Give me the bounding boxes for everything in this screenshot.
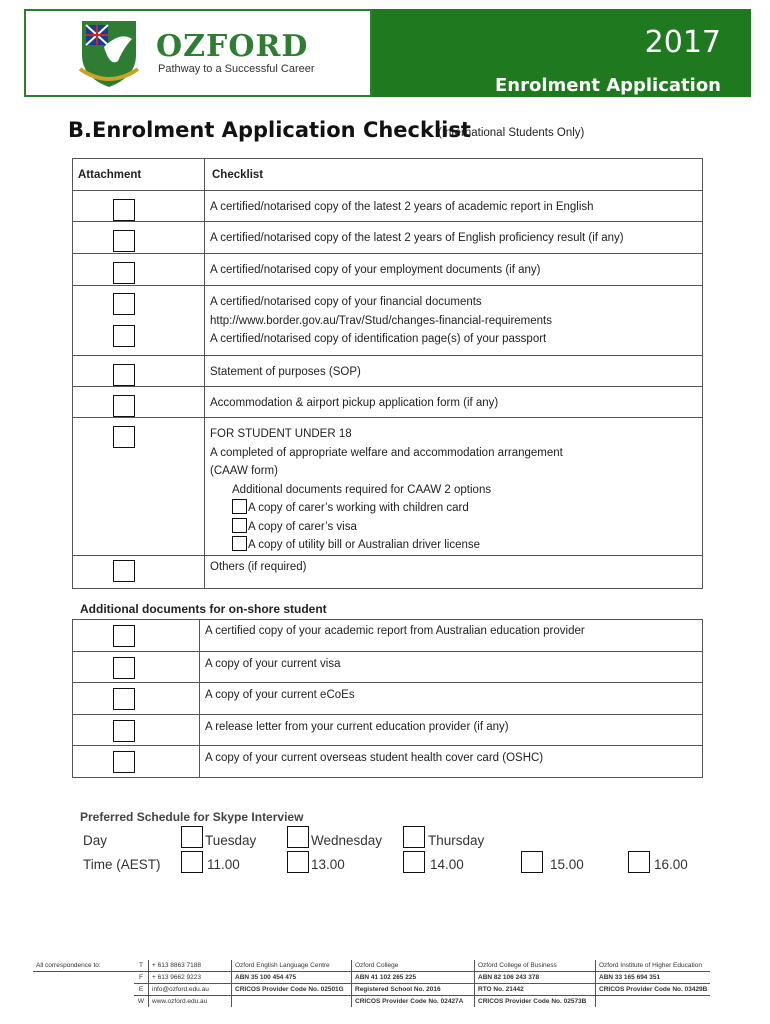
list-item: A certified/notarised copy of the latest 2 years of academic report in English: [205, 191, 703, 222]
footer-cricos: CRICOS Provider Code No. 02501G: [232, 984, 352, 996]
day-option-thursday: Thursday: [428, 833, 485, 848]
checkbox-sop[interactable]: [113, 364, 135, 386]
correspondence-label: All correspondence to:: [33, 960, 134, 972]
form-title: Enrolment Application: [495, 75, 721, 96]
day-option-wednesday: Wednesday: [311, 833, 383, 848]
checkbox-others[interactable]: [113, 560, 135, 582]
checkbox-passport[interactable]: [113, 325, 135, 347]
checkbox-under-18[interactable]: [113, 426, 135, 448]
phone-key: T: [134, 960, 149, 972]
table-row: [73, 286, 703, 356]
table-row: [73, 715, 703, 746]
web-key: W: [134, 996, 149, 1008]
list-item: A copy of your current eCoEs: [200, 683, 703, 715]
footer-cricos: CRICOS Provider Code No. 02573B: [475, 996, 596, 1008]
footer-entity-name: Ozford English Language Centre: [232, 960, 352, 972]
table-row: [73, 620, 703, 652]
table-row: [73, 356, 703, 387]
footer-contacts: [33, 960, 710, 1007]
table-row: [73, 683, 703, 715]
list-item: A copy of utility bill or Australian driver license: [248, 539, 481, 551]
footer-abn: ABN 33 165 694 351: [596, 972, 711, 984]
table-row: [73, 555, 703, 588]
brand-tagline: Pathway to a Successful Career: [158, 63, 315, 75]
checkbox-thursday[interactable]: [403, 826, 425, 848]
checkbox-tuesday[interactable]: [181, 826, 203, 848]
checkbox-carer-wwcc[interactable]: [232, 499, 247, 514]
checkbox-au-academic-report[interactable]: [113, 625, 135, 647]
checkbox-time-1600[interactable]: [628, 851, 650, 873]
list-item: A copy of carer’s visa: [248, 520, 357, 533]
table-row: [73, 191, 703, 222]
checkbox-accommodation[interactable]: [113, 395, 135, 417]
list-item: A certified/notarised copy of your employment documents (if any): [205, 254, 703, 286]
footer-abn: ABN 35 100 454 475: [232, 972, 352, 984]
day-option-tuesday: Tuesday: [205, 833, 257, 848]
attachment-column-header: Attachment: [73, 159, 205, 191]
checkbox-academic-report[interactable]: [113, 199, 135, 221]
form-year: 2017: [644, 25, 721, 60]
email-link[interactable]: info@ozford.edu.au: [149, 984, 232, 996]
time-option-1300: 13.00: [311, 857, 345, 872]
onshore-table: [72, 619, 703, 778]
header-banner: [372, 9, 751, 97]
list-item: A copy of your current visa: [200, 652, 703, 683]
table-row: [73, 254, 703, 286]
checklist-column-header: Checklist: [212, 169, 264, 181]
schedule-heading: Preferred Schedule for Skype Interview: [80, 810, 304, 824]
time-option-1100: 11.00: [207, 857, 240, 872]
brand-name: OZFORD: [156, 29, 309, 64]
onshore-heading: Additional documents for on-shore student: [80, 602, 327, 616]
checkbox-ecoes[interactable]: [113, 688, 135, 710]
section-subtitle: (International Students Only): [438, 127, 585, 139]
checklist-table: [72, 158, 703, 589]
logo-panel: [24, 9, 372, 97]
list-item: A certified/notarised copy of the latest 2 years of English proficiency result (if any): [205, 222, 703, 254]
table-row: [73, 418, 703, 556]
checkbox-time-1100[interactable]: [181, 851, 203, 873]
table-row: [73, 746, 703, 778]
checkbox-oshc[interactable]: [113, 751, 135, 773]
list-item: FOR STUDENT UNDER 18: [210, 428, 352, 440]
footer-abn: ABN 41 102 265 225: [352, 972, 475, 984]
time-label: Time (AEST): [83, 857, 161, 872]
footer-entity-name: Ozford Institute of Higher Education: [596, 960, 711, 972]
time-option-1500: 15.00: [550, 857, 584, 872]
ozford-crest-icon: [74, 17, 144, 89]
section-title: B.Enrolment Application Checklist: [68, 118, 471, 142]
list-item: A copy of carer’s working with children card: [248, 502, 469, 514]
list-item: Accommodation & airport pickup application form (if any): [205, 387, 703, 418]
time-option-1400: 14.00: [430, 857, 464, 872]
fax-number: + 613 9662 9223: [149, 972, 232, 984]
checkbox-current-visa[interactable]: [113, 657, 135, 679]
list-item: Others (if required): [205, 555, 703, 588]
checkbox-employment-docs[interactable]: [113, 262, 135, 284]
footer-entity-name: Ozford College: [352, 960, 475, 972]
list-item: A certified/notarised copy of your financial documents: [210, 296, 482, 308]
time-option-1600: 16.00: [654, 857, 688, 872]
list-item: Additional documents required for CAAW 2 options: [232, 483, 492, 496]
list-item: Statement of purposes (SOP): [205, 356, 703, 387]
list-item: A certified copy of your academic report from Australian education provider: [200, 620, 703, 652]
list-item: A copy of your current overseas student health cover card (OSHC): [200, 746, 703, 778]
table-row: [73, 387, 703, 418]
footer-entity-name: Ozford College of Business: [475, 960, 596, 972]
website-link[interactable]: www.ozford.edu.au: [149, 996, 232, 1008]
footer-cricos: CRICOS Provider Code No. 03429B: [596, 984, 711, 996]
footer-cricos: CRICOS Provider Code No. 02427A: [352, 996, 475, 1008]
checkbox-financial-docs[interactable]: [113, 293, 135, 315]
checkbox-time-1400[interactable]: [403, 851, 425, 873]
footer-registration: Registered School No. 2016: [352, 984, 475, 996]
checkbox-time-1300[interactable]: [287, 851, 309, 873]
checkbox-utility-bill[interactable]: [232, 536, 247, 551]
list-item: A certified/notarised copy of identification page(s) of your passport: [210, 333, 547, 345]
table-header-row: [73, 159, 703, 191]
table-row: [73, 222, 703, 254]
list-item: A release letter from your current education provider (if any): [200, 715, 703, 746]
email-key: E: [134, 984, 149, 996]
list-item: (CAAW form): [210, 465, 278, 477]
checkbox-time-1500[interactable]: [521, 851, 543, 873]
checkbox-wednesday[interactable]: [287, 826, 309, 848]
fax-key: F: [134, 972, 149, 984]
list-item: A completed of appropriate welfare and accommodation arrangement: [210, 446, 563, 459]
checkbox-english-proficiency[interactable]: [113, 230, 135, 252]
table-row: [73, 652, 703, 683]
financial-requirements-link[interactable]: http://www.border.gov.au/Trav/Stud/changes-financial-requirements: [210, 314, 552, 327]
phone-number: + 613 8863 7188: [149, 960, 232, 972]
checkbox-release-letter[interactable]: [113, 720, 135, 742]
footer-rto: RTO No. 21442: [475, 984, 596, 996]
day-label: Day: [83, 833, 108, 848]
footer-abn: ABN 82 106 243 378: [475, 972, 596, 984]
checkbox-carer-visa[interactable]: [232, 518, 247, 533]
